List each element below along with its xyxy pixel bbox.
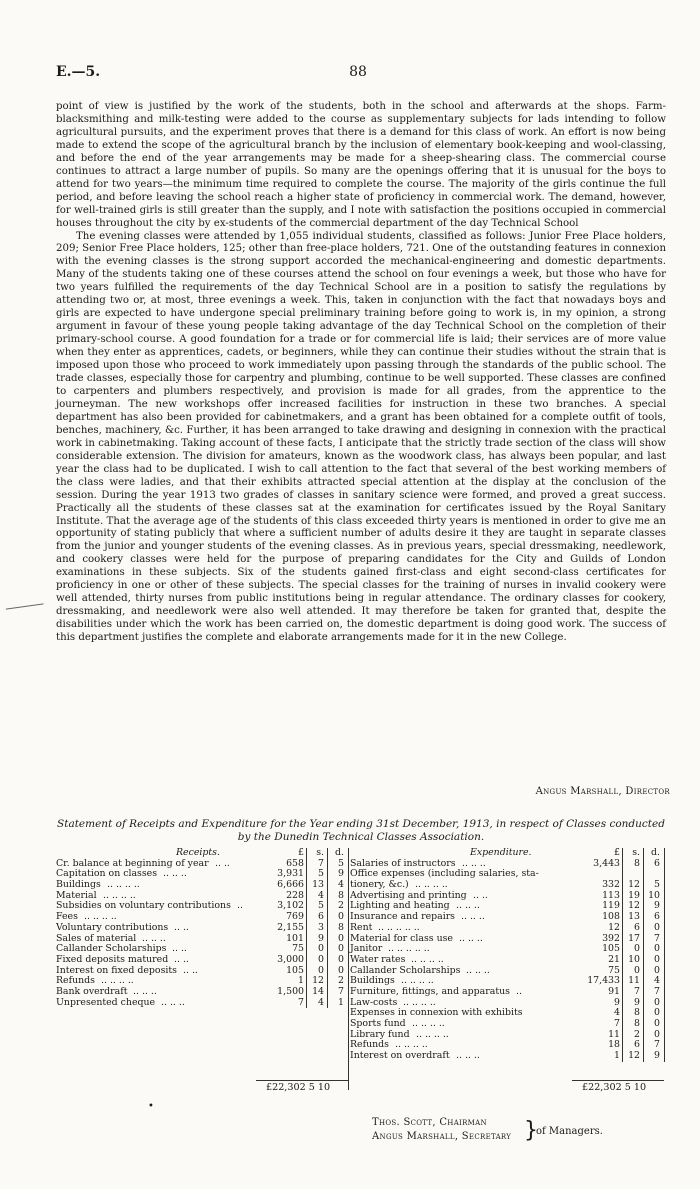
receipts-shillings-rule <box>327 848 328 1008</box>
pounds-value: 3,000 <box>277 953 304 965</box>
leader-dots: .. .. .. <box>161 997 185 1008</box>
shillings-value: 6 <box>634 921 640 933</box>
pounds-value: 7 <box>614 1018 620 1029</box>
pounds-value: 21 <box>608 953 620 965</box>
row-label: Insurance and repairs <box>350 911 455 923</box>
pence-header: d. <box>335 847 344 858</box>
pence-value: 0 <box>654 1028 660 1040</box>
pence-value: 0 <box>338 932 344 944</box>
leader-dots: .. .. .. <box>163 869 187 880</box>
receipts-total-rule <box>256 1080 348 1081</box>
shillings-value: 0 <box>318 953 324 965</box>
of-managers: of Managers. <box>536 1126 603 1137</box>
row-label: Water rates <box>350 953 406 965</box>
shillings-value: 4 <box>318 996 324 1008</box>
table-row <box>350 955 664 966</box>
shillings-value: 0 <box>318 943 324 955</box>
pence-value: 0 <box>338 964 344 976</box>
pence-value: 7 <box>654 1039 660 1051</box>
shillings-header: s. <box>316 847 324 858</box>
row-label: Interest on overdraft <box>350 1050 450 1062</box>
shillings-value: 17 <box>628 932 640 944</box>
shillings-value: 4 <box>318 889 324 901</box>
shillings-value: 5 <box>318 868 324 880</box>
row-label: Subsidies on voluntary contributions <box>56 900 231 912</box>
leader-dots: .. .. .. .. <box>403 997 436 1008</box>
expenditure-total: £22,302 5 10 <box>582 1082 647 1093</box>
row-label: Refunds <box>350 1039 389 1051</box>
leader-dots: .. .. <box>473 890 488 901</box>
leader-dots: .. .. .. <box>459 933 483 944</box>
leader-dots: .. .. .. <box>466 965 490 976</box>
leader-dots: .. .. <box>174 922 189 933</box>
pounds-value: 91 <box>608 985 620 997</box>
leader-dots: .. .. .. .. .. <box>388 944 430 955</box>
shillings-value: 0 <box>318 964 324 976</box>
pounds-value: 18 <box>608 1039 620 1051</box>
row-label: Callander Scholarships <box>56 943 167 955</box>
pence-value: 6 <box>654 911 660 923</box>
pounds-value: 332 <box>602 879 620 891</box>
pounds-value: 108 <box>602 911 620 923</box>
page-number: 88 <box>349 64 367 80</box>
receipts-total: £22,302 5 10 <box>266 1082 331 1093</box>
table-row <box>56 955 348 966</box>
pounds-value: 119 <box>602 900 620 912</box>
pence-value: 0 <box>654 921 660 933</box>
pence-value: 0 <box>654 964 660 976</box>
row-label: Law-costs <box>350 996 398 1008</box>
pence-header: d. <box>651 847 660 858</box>
pounds-value: 12 <box>608 921 620 933</box>
row-label: Voluntary contributions <box>56 921 169 933</box>
pence-value: 0 <box>654 1018 660 1029</box>
pence-value: 7 <box>654 932 660 944</box>
leader-dots: .. .. .. .. <box>107 880 140 891</box>
row-label: Interest on fixed deposits <box>56 964 177 976</box>
paragraph-evening-classes: The evening classes were attended by 1,055 individual students, classified as follows: Junior Free Place holders, 209; Senior Free Place holders, 125; other than free-place holders, 721. One of the outstanding features in connexion with the evening classes is the strong support accorded the mechanical-engineering and domestic departments. Many of the students taking one of these courses attend the school on four evenings a week, but those who have for two years fulfilled the requirements of the day Technical School are in a position to satisfy the regulations by attending two or, at most, three evenings a week. This, taken in conjunction with the fact that nowadays boys and girls are expected to have undergone special preliminary training before going to work is, in my opinion, a strong argument in favour of these young people taking advantage of the day Technical School on the completion of their primary-school course. A good foundation for a trade or for commercial life is laid; their services are of more value when they enter as apprentices, cadets, or beginners, while they can continue their studies without the strain that is imposed upon those who proceed to work immediately upon passing through the standards of the public school. The trade classes, especially those for carpentry and plumbing, continue to be well supported. These classes are confined to carpenters and plumbers respectively, and provision is made for all grades, from the apprentice to the journeyman. The new workshops offer increased facilities for instruction in these two branches. A special department has also been provided for cabinetmakers, and a grant has been obtained for a complete outfit of tools, benches, machinery, &c. Further, it has been arranged to take drawing and designing in connexion with the practical work in cabinetmaking. Taking account of these facts, I anticipate that the strictly trade section of the class will show considerable extension. The division for amateurs, known as the woodwork class, has always been popular, and last year the class had to be duplicated. I wish to call attention to the fact that several of the best working members of the class were ladies, and that their exhibits attracted special attention at the display at the conclusion of the session. During the year 1913 two grades of classes in sanitary science were formed, and proved a great success. Practically all the students of these classes sat at the examination for certificates issued by the Royal Sanitary Institute. That the average age of the students of this class exceeded thirty years is mentioned in order to give me an opportunity of stating publicly that where a sufficient number of adults desire it they are taught in separate classes from the junior and younger students of the evening classes. As in previous years, special dressmaking, needlework, and cookery classes were held for the purpose of preparing candidates for the City and Guilds of London examinations in these subjects. Six of the students gained first-class and eight second-class certificates for proficiency in one or other of these subjects. The special classes for the training of nurses in invalid cookery were well attended, thirty nurses from public institutions being in regular attendance. The ordinary classes for cookery, dressmaking, and needlework were also well attended. It may therefore be taken for granted that, despite the disabilities under which the work has been carried on, the domestic department is doing good work. The success of this department justifies the complete and elaborate arrangements made for it in the new College. <box>56 230 666 644</box>
row-label: tionery, &c.) <box>350 879 409 891</box>
shillings-header: s. <box>632 847 640 858</box>
leader-dots: .. .. .. <box>461 912 485 923</box>
pounds-value: 6,666 <box>277 879 304 891</box>
row-label: Expenses in connexion with exhibits <box>350 1007 523 1019</box>
pounds-value: 769 <box>286 911 304 923</box>
table-row <box>56 923 348 934</box>
expenditure-total-rule <box>572 1080 664 1081</box>
shillings-value: 6 <box>318 911 324 923</box>
row-label: Fees <box>56 911 78 923</box>
pence-value: 1 <box>338 996 344 1008</box>
row-label: Capitation on classes <box>56 868 158 880</box>
shillings-value: 11 <box>628 975 640 987</box>
pounds-value: 1 <box>298 975 304 987</box>
expenditure-heading: Expenditure. <box>470 847 532 858</box>
row-label: Sports fund <box>350 1018 406 1029</box>
pence-value: 2 <box>338 975 344 987</box>
leader-dots: .. .. <box>172 944 187 955</box>
shillings-value: 13 <box>312 879 324 891</box>
chairman-signature: Thos. Scott, Chairman <box>372 1117 487 1128</box>
pounds-value: 17,433 <box>587 975 620 987</box>
leader-dots: .. .. .. <box>456 901 480 912</box>
pounds-value: 3,931 <box>277 868 304 880</box>
pounds-value: 113 <box>602 889 620 901</box>
leader-dots: .. <box>237 901 243 912</box>
pence-value: 8 <box>338 921 344 933</box>
shillings-value: 9 <box>318 932 324 944</box>
shillings-value: 7 <box>318 857 324 869</box>
row-label: Sales of material <box>56 932 137 944</box>
expenditure-table <box>350 847 664 1093</box>
bullet-mark: • <box>148 1101 154 1112</box>
receipts-pounds-rule <box>306 848 307 1008</box>
pounds-value: 11 <box>608 1028 620 1040</box>
shillings-value: 7 <box>634 985 640 997</box>
managers-signatures <box>372 1116 603 1144</box>
table-row <box>56 901 348 912</box>
shillings-value: 6 <box>634 1039 640 1051</box>
row-label: Office expenses (including salaries, sta- <box>350 868 539 880</box>
pence-value: 10 <box>648 889 660 901</box>
leader-dots: .. .. <box>174 954 189 965</box>
shillings-value: 8 <box>634 1018 640 1029</box>
leader-dots: .. .. .. .. <box>416 1029 449 1040</box>
leader-dots: .. .. .. .. <box>412 1019 445 1029</box>
row-label: Fixed deposits matured <box>56 953 169 965</box>
leader-dots: .. .. .. .. <box>103 890 136 901</box>
secretary-signature: Angus Marshall, Secretary <box>372 1131 512 1142</box>
row-label: Buildings <box>350 975 395 987</box>
pence-value: 7 <box>338 985 344 997</box>
pence-value: 0 <box>654 943 660 955</box>
row-label: Material <box>56 889 97 901</box>
pounds-value: 4 <box>614 1007 620 1019</box>
row-label: Cr. balance at beginning of year <box>56 857 209 869</box>
pounds-value: 9 <box>614 996 620 1008</box>
row-label: Buildings <box>56 879 101 891</box>
row-label: Furniture, fittings, and apparatus <box>350 985 510 997</box>
director-signoff: Angus Marshall, Director <box>535 786 670 797</box>
pence-value: 8 <box>338 889 344 901</box>
pounds-value: 101 <box>286 932 304 944</box>
pounds-value: 105 <box>602 943 620 955</box>
pounds-header: £ <box>298 847 304 858</box>
leader-dots: .. .. <box>215 858 230 869</box>
leader-dots: .. .. .. .. <box>84 912 117 923</box>
leader-dots: .. .. .. .. <box>395 1040 428 1051</box>
margin-pencil-mark <box>6 603 44 613</box>
pence-value: 5 <box>654 879 660 891</box>
row-label: Advertising and printing <box>350 889 467 901</box>
row-label: Callander Scholarships <box>350 964 461 976</box>
shillings-value: 3 <box>318 921 324 933</box>
pounds-header: £ <box>614 847 620 858</box>
expenditure-rows <box>350 859 664 1062</box>
leader-dots: .. .. .. <box>462 858 486 869</box>
pence-value: 4 <box>338 879 344 891</box>
shillings-value: 12 <box>628 900 640 912</box>
table-row <box>350 1051 664 1062</box>
pence-value: 5 <box>338 857 344 869</box>
leader-dots: .. .. .. <box>456 1051 480 1062</box>
shillings-value: 0 <box>634 964 640 976</box>
pounds-value: 392 <box>602 932 620 944</box>
table-row <box>56 880 348 891</box>
pence-value: 6 <box>654 857 660 869</box>
shillings-value: 10 <box>628 953 640 965</box>
page-header <box>56 64 660 82</box>
pence-value: 0 <box>654 996 660 1008</box>
receipts-heading: Receipts. <box>176 847 220 858</box>
shillings-value: 5 <box>318 900 324 912</box>
leader-dots: .. .. .. <box>133 986 157 997</box>
pence-value: 0 <box>654 1007 660 1019</box>
table-row <box>56 998 348 1009</box>
pounds-value: 7 <box>298 996 304 1008</box>
pounds-value: 3,102 <box>277 900 304 912</box>
report-reference: E.—5. <box>56 64 101 80</box>
pence-value: 2 <box>338 900 344 912</box>
receipts-rows <box>56 859 348 1009</box>
expenditure-shillings-rule <box>643 848 644 1062</box>
leader-dots: .. .. <box>183 965 198 976</box>
pounds-value: 105 <box>286 964 304 976</box>
pence-value: 9 <box>338 868 344 880</box>
expenditure-pence-rule <box>664 848 665 1062</box>
report-body <box>56 101 666 645</box>
pounds-value: 75 <box>292 943 304 955</box>
shillings-value: 12 <box>628 1050 640 1062</box>
pounds-value: 1,500 <box>277 985 304 997</box>
shillings-value: 8 <box>634 857 640 869</box>
row-label: Library fund <box>350 1028 410 1040</box>
pounds-value: 3,443 <box>593 857 620 869</box>
pence-value: 0 <box>654 953 660 965</box>
table-row <box>56 966 348 977</box>
pence-value: 0 <box>338 953 344 965</box>
shillings-value: 9 <box>634 996 640 1008</box>
expenditure-pounds-rule <box>622 848 623 1062</box>
shillings-value: 13 <box>628 911 640 923</box>
pence-value: 4 <box>654 975 660 987</box>
row-label: Rent <box>350 921 373 933</box>
row-label: Lighting and heating <box>350 900 450 912</box>
leader-dots: .. .. .. <box>142 933 166 944</box>
pence-value: 0 <box>338 943 344 955</box>
pounds-value: 1 <box>614 1050 620 1062</box>
pounds-value: 75 <box>608 964 620 976</box>
leader-dots: .. .. .. .. <box>401 976 434 987</box>
pence-value: 9 <box>654 900 660 912</box>
pence-value: 7 <box>654 985 660 997</box>
paragraph-day-school: point of view is justified by the work of the students, both in the school and afterwards at the shops. Farm-blacksmithing and milk-testing were added to the course as supplementary subjects for lads intending to follow agricultural pursuits, and the experiment proves that there is a demand for this class of work. An effort is now being made to extend the scope of the agricultural branch by the inclusion of elementary book-keeping and wool-classing, and before the end of the year arrangements may be made for a sheep-shearing class. The commercial course continues to attract a large number of pupils. So many are the openings offering that it is unusual for the boys to attend for two years—the minimum time required to complete the course. The majority of the girls continue the full period, and before leaving the school reach a higher state of proficiency in commercial work. The demand, however, for well-trained girls is still greater than the supply, and I note with satisfaction the positions occupied in commercial houses throughout the city by ex-students of the commercial department of the day Technical School <box>56 101 666 229</box>
shillings-value: 19 <box>628 889 640 901</box>
row-label: Unpresented cheque <box>56 996 156 1008</box>
row-label: Janitor <box>350 943 383 955</box>
shillings-value: 8 <box>634 1007 640 1019</box>
row-label: Bank overdraft <box>56 985 128 997</box>
receipts-table <box>56 847 348 1093</box>
row-label: Refunds <box>56 975 95 987</box>
shillings-value: 14 <box>312 985 324 997</box>
shillings-value: 2 <box>634 1028 640 1040</box>
leader-dots: .. .. .. .. <box>101 976 134 987</box>
row-label: Salaries of instructors <box>350 857 456 869</box>
shillings-value: 12 <box>312 975 324 987</box>
shillings-value: 12 <box>628 879 640 891</box>
statement-title: Statement of Receipts and Expenditure for the Year ending 31st December, 1913, in respect of Classes conducted by the Dunedin Technical Classes Association. <box>57 818 665 843</box>
pounds-value: 658 <box>286 857 304 869</box>
leader-dots: .. .. .. .. <box>415 880 448 891</box>
pence-value: 9 <box>654 1050 660 1062</box>
table-row <box>350 923 664 934</box>
shillings-value: 0 <box>634 943 640 955</box>
brace-symbol: } <box>524 1118 538 1143</box>
leader-dots: .. <box>516 986 522 997</box>
pence-value: 0 <box>338 911 344 923</box>
leader-dots: .. .. .. .. <box>411 954 444 965</box>
pounds-value: 228 <box>286 889 304 901</box>
row-label: Material for class use <box>350 932 453 944</box>
pounds-value: 2,155 <box>277 921 304 933</box>
table-divider <box>348 848 349 1090</box>
leader-dots: .. .. .. .. .. <box>378 922 420 933</box>
